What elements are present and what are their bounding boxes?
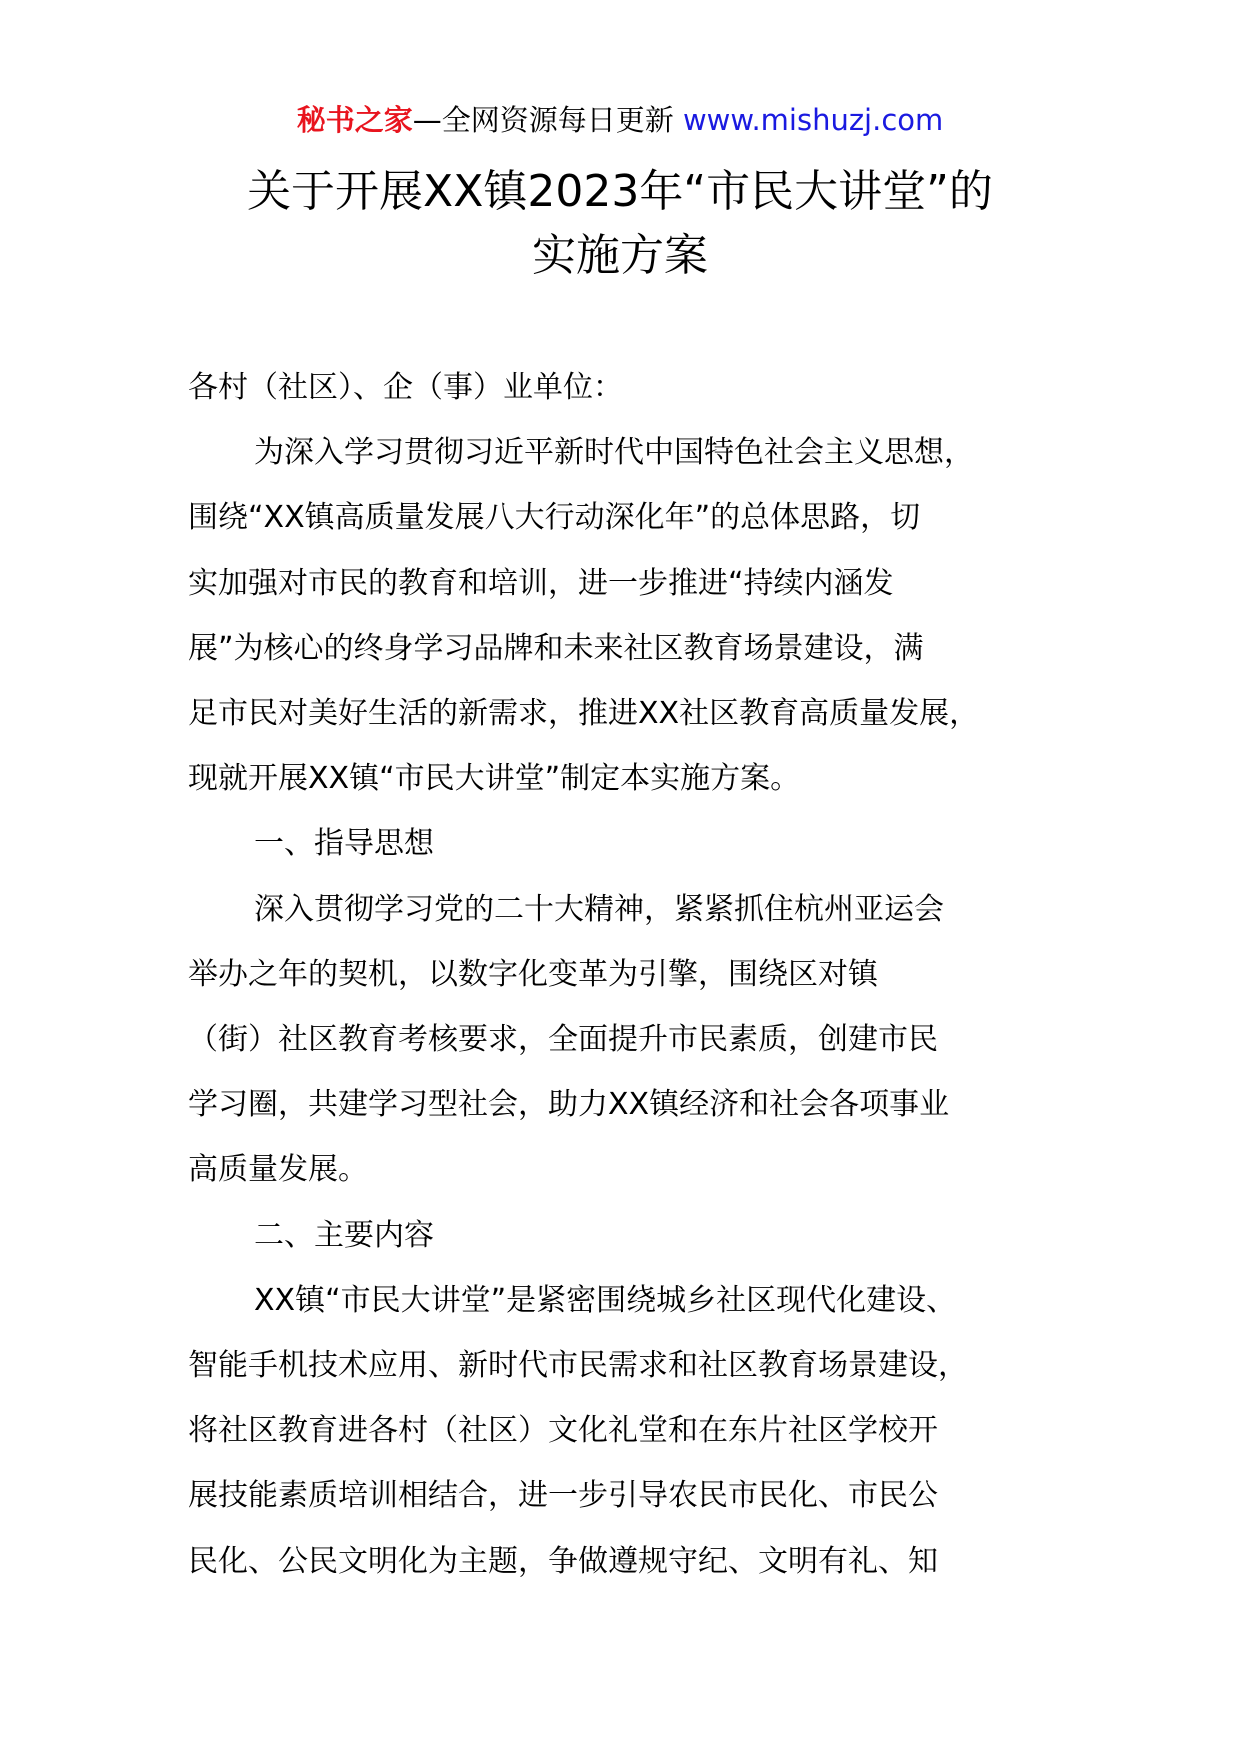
title-line-2: 实施方案 [532,230,708,281]
section-heading-guiding-ideology: 一、指导思想 [254,826,434,862]
body-line: 足市民对美好生活的新需求，推进XX社区教育高质量发展， [188,696,980,732]
body-line: 高质量发展。 [188,1152,368,1188]
body-line: 将社区教育进各村（社区）文化礼堂和在东片社区学校开 [188,1413,938,1449]
site-brand: 秘书之家 [296,103,413,137]
body-line: XX镇“市民大讲堂”是紧密围绕城乡社区现代化建设、 [254,1282,957,1318]
section-heading-main-content: 二、主要内容 [254,1217,434,1253]
site-url-link[interactable]: www.mishuzj.com [682,103,944,137]
title-line-1: 关于开展XX镇2023年“市民大讲堂”的 [247,166,993,217]
body-line: 学习圈，共建学习型社会，助力XX镇经济和社会各项事业 [188,1087,950,1123]
body-line: 为深入学习贯彻习近平新时代中国特色社会主义思想， [254,435,974,471]
document-title [0,160,1240,288]
salutation: 各村（社区）、企（事）业单位： [188,370,623,405]
document-body [188,355,1088,1594]
body-line: 现就开展XX镇“市民大讲堂”制定本实施方案。 [188,761,801,797]
body-line: 展技能素质培训相结合，进一步引导农民市民化、市民公 [188,1478,938,1514]
body-line: 展”为核心的终身学习品牌和未来社区教育场景建设，满 [188,630,924,666]
body-line: 民化、公民文明化为主题，争做遵规守纪、文明有礼、知 [188,1543,938,1579]
site-tagline: —全网资源每日更新 [412,103,683,137]
body-line: 举办之年的契机，以数字化变革为引擎，围绕区对镇 [188,956,878,992]
body-line: 智能手机技术应用、新时代市民需求和社区教育场景建设， [188,1348,968,1384]
site-header [0,100,1240,140]
body-line: 深入贯彻学习党的二十大精神，紧紧抓住杭州亚运会 [254,891,944,927]
body-line: （街）社区教育考核要求，全面提升市民素质，创建市民 [188,1022,938,1058]
body-line: 实加强对市民的教育和培训，进一步推进“持续内涵发 [188,565,894,601]
body-line: 围绕“XX镇高质量发展八大行动深化年”的总体思路，切 [188,500,921,536]
